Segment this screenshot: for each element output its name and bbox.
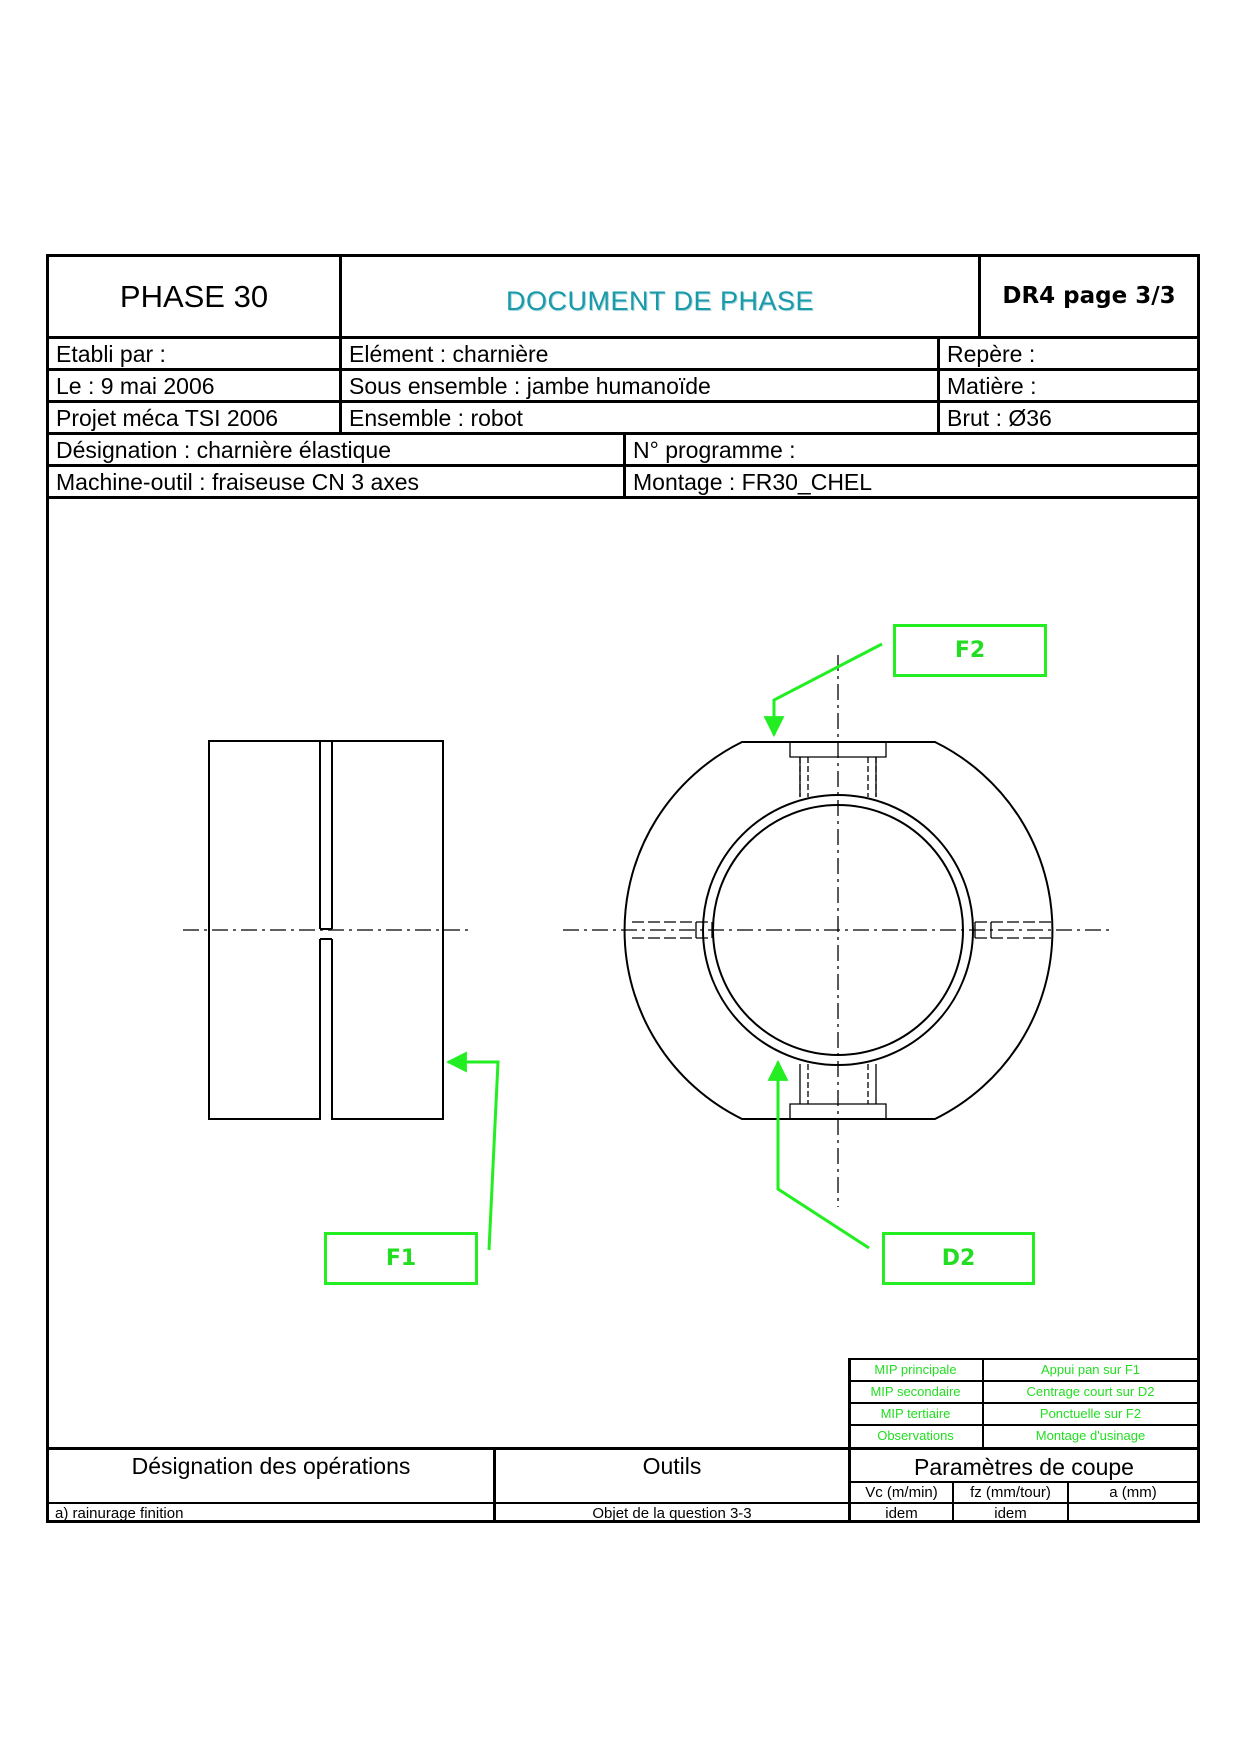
callout-f2: F2 — [893, 624, 1047, 677]
designation-field: Désignation : charnière élastique — [56, 437, 391, 463]
mip-secondaire-label: MIP secondaire — [870, 1384, 961, 1399]
slot-notch-bottom — [320, 939, 332, 1119]
sous-ensemble-field: Sous ensemble : jambe humanoïde — [349, 373, 711, 399]
observations-value: Montage d'usinage — [1035, 1428, 1146, 1443]
vc-header: Vc (m/min) — [865, 1484, 938, 1501]
a-header: a (mm) — [1109, 1484, 1157, 1501]
leader-f2 — [774, 644, 882, 735]
montage-field: Montage : FR30_CHEL — [633, 469, 873, 495]
operations-header: Désignation des opérations — [131, 1453, 411, 1479]
repere-field: Repère : — [947, 341, 1036, 367]
params-header: Paramètres de coupe — [914, 1454, 1134, 1480]
leader-f1 — [448, 1062, 498, 1250]
mip-tertiaire-label: MIP tertiaire — [880, 1406, 951, 1421]
brut-field: Brut : Ø36 — [947, 405, 1052, 431]
outil-cell: Objet de la question 3-3 — [592, 1505, 752, 1522]
callout-d2: D2 — [882, 1232, 1035, 1285]
mip-principale-value: Appui pan sur F1 — [1040, 1362, 1140, 1377]
element-field: Elément : charnière — [349, 341, 549, 367]
outils-header: Outils — [642, 1453, 702, 1479]
projet-field: Projet méca TSI 2006 — [56, 405, 279, 431]
operation-cell: a) rainurage finition — [55, 1505, 184, 1522]
callout-f1: F1 — [324, 1232, 478, 1285]
fz-cell: idem — [994, 1505, 1027, 1522]
mip-tertiaire-value: Ponctuelle sur F2 — [1039, 1406, 1142, 1421]
fz-header: fz (mm/tour) — [970, 1484, 1051, 1501]
document-title: DOCUMENT DE PHASE — [505, 286, 815, 316]
matiere-field: Matière : — [947, 373, 1037, 399]
mip-secondaire-value: Centrage court sur D2 — [1026, 1384, 1155, 1399]
document-reference: DR4 page 3/3 — [1002, 283, 1176, 309]
vc-cell: idem — [885, 1505, 918, 1522]
etabli-par-field: Etabli par : — [56, 341, 166, 367]
ensemble-field: Ensemble : robot — [349, 405, 523, 431]
observations-label: Observations — [877, 1428, 954, 1443]
date-field: Le : 9 mai 2006 — [56, 373, 215, 399]
slot-notch — [320, 741, 332, 929]
machine-field: Machine-outil : fraiseuse CN 3 axes — [56, 469, 420, 495]
mip-principale-label: MIP principale — [874, 1362, 957, 1377]
leader-d2 — [778, 1062, 869, 1248]
programme-field: N° programme : — [633, 437, 796, 463]
phase-number: PHASE 30 — [119, 279, 269, 314]
